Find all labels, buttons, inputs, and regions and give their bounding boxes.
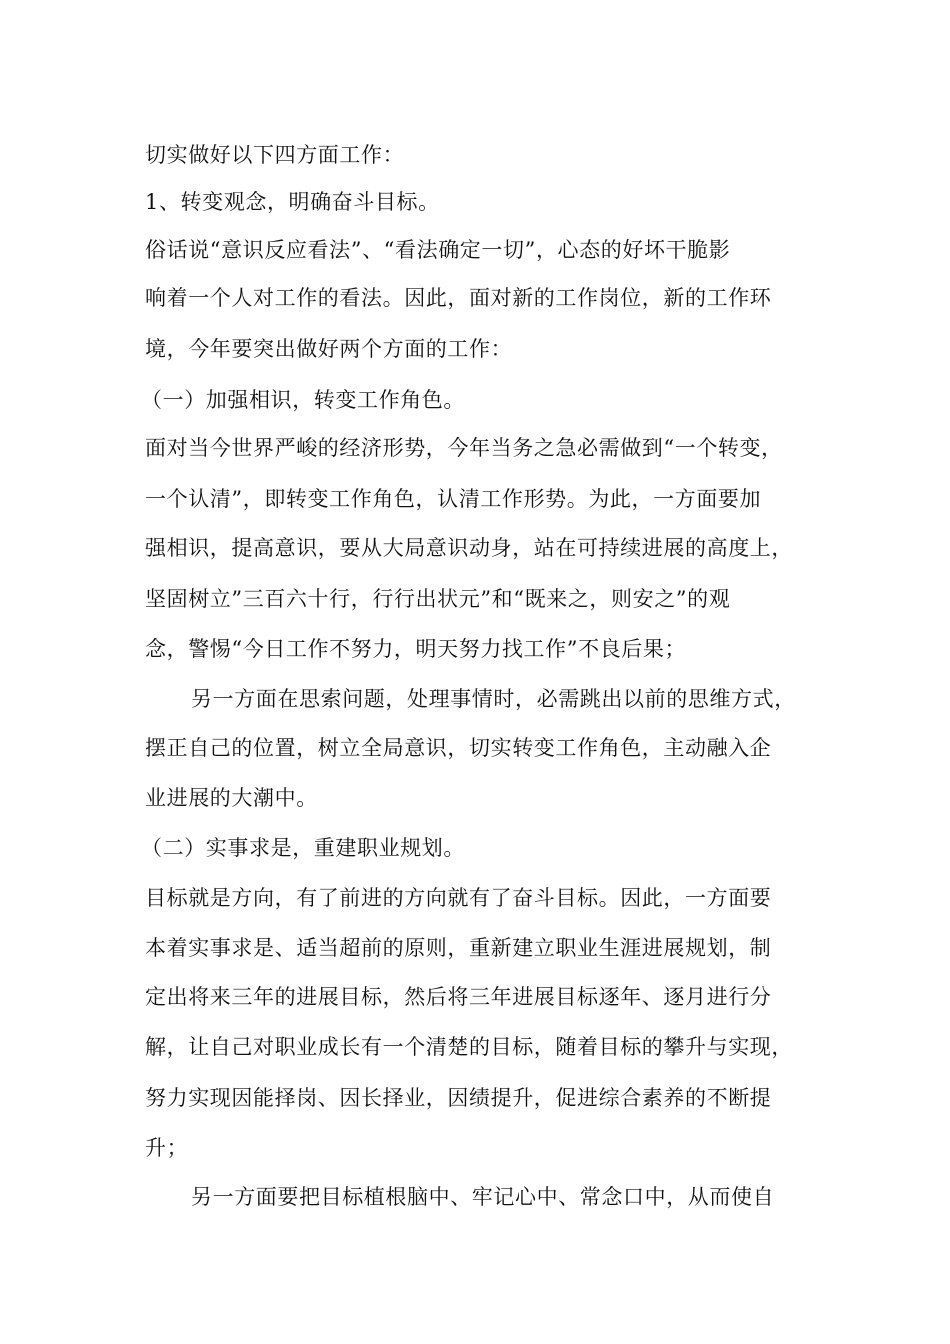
text-line: 定出将来三年的进展目标，然后将三年进展目标逐年、逐月进行分 [145, 985, 772, 1009]
text-line: 摆正自己的位置，树立全局意识，切实转变工作角色，主动融入企 [145, 736, 772, 760]
text-line: 面对当今世界严峻的经济形势，今年当务之急必需做到“一个转变， [145, 436, 783, 460]
text-line: 解，让自己对职业成长有一个清楚的目标，随着目标的攀升与实现， [145, 1035, 793, 1059]
text-line: 业进展的大潮中。 [145, 786, 318, 810]
text-line: 念，警惕“今日工作不努力，明天努力找工作”不良后果； [145, 637, 687, 661]
text-line: 强相识，提高意识，要从大局意识动身，站在可持续进展的高度上， [145, 536, 793, 560]
section-heading: 1、转变观念，明确奋斗目标。 [145, 190, 440, 214]
text-line: 切实做好以下四方面工作： [145, 143, 405, 167]
text-line: 本着实事求是、适当超前的原则，重新建立职业生涯进展规划，制 [145, 936, 772, 960]
text-line: 一个认清”，即转变工作角色，认清工作形势。为此，一方面要加 [145, 487, 762, 511]
subsection-heading: （二）实事求是，重建职业规划。 [141, 836, 465, 860]
text-line: 另一方面要把目标植根脑中、牢记心中、常念口中，从而使自 [191, 1185, 775, 1209]
text-line: 响着一个人对工作的看法。因此，面对新的工作岗位，新的工作环 [145, 286, 772, 310]
text-line: 另一方面在思索问题，处理事情时，必需跳出以前的思维方式， [191, 687, 796, 711]
text-line: 升； [145, 1136, 189, 1160]
subsection-heading: （一）加强相识，转变工作角色。 [141, 388, 465, 412]
text-line: 努力实现因能择岗、因长择业，因绩提升，促进综合素养的不断提 [145, 1086, 772, 1110]
text-line: 俗话说“意识反应看法”、“看法确定一切”，心态的好坏干脆影 [145, 238, 731, 262]
text-line: 坚固树立”三百六十行，行行出状元”和“既来之，则安之”的观 [145, 587, 731, 611]
text-line: 境，今年要突出做好两个方面的工作： [145, 337, 513, 361]
text-line: 目标就是方向，有了前进的方向就有了奋斗目标。因此，一方面要 [145, 886, 772, 910]
